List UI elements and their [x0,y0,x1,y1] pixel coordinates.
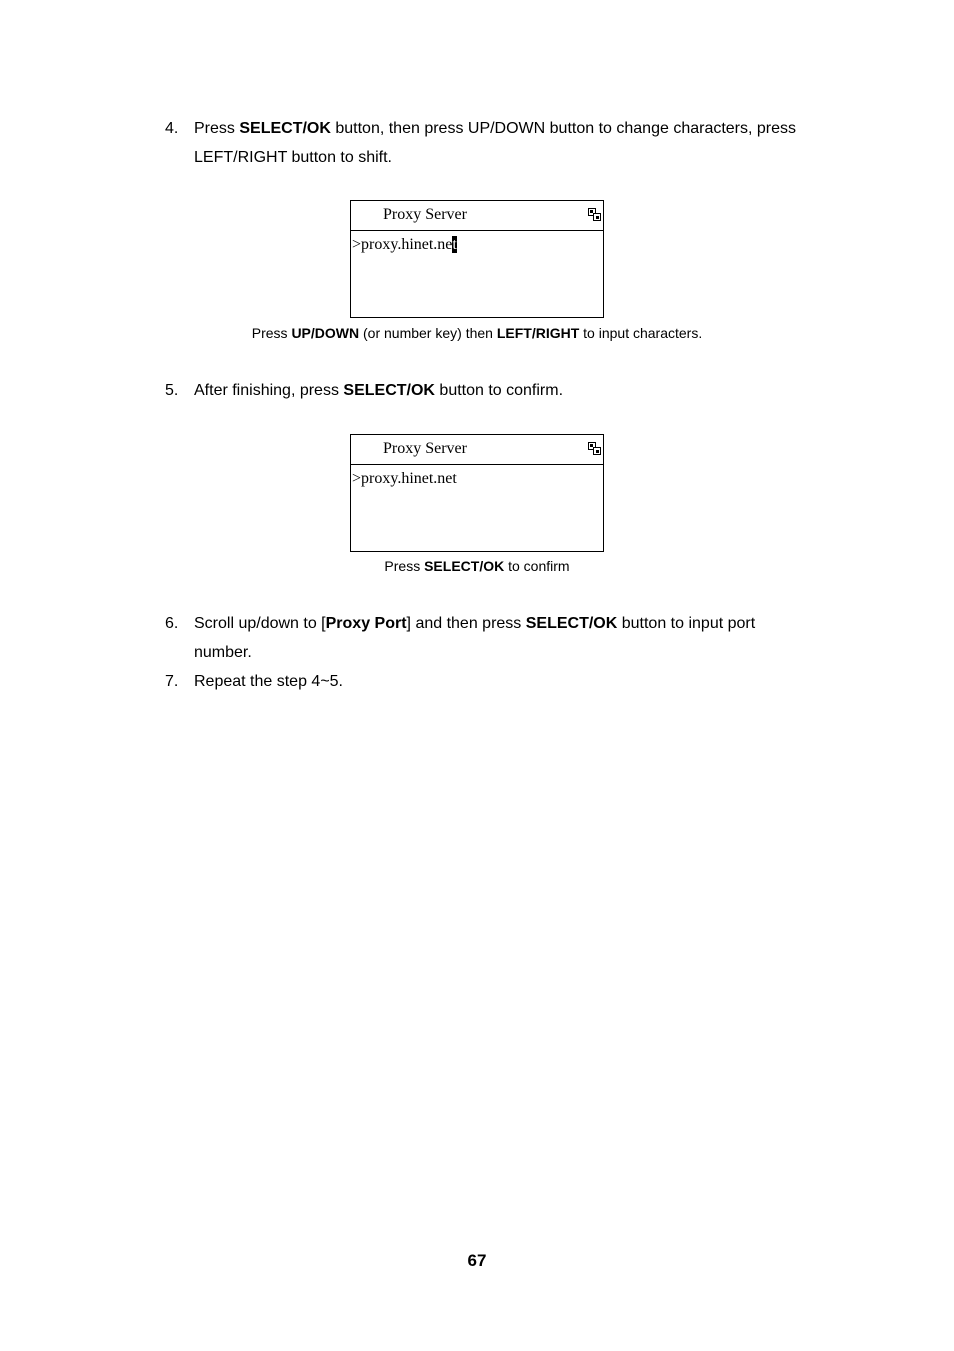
text-run: Press [194,120,240,137]
step-text [194,114,805,172]
lcd-value-text: >proxy.hinet.ne [352,236,453,253]
step-7 [165,667,805,696]
step-number: 5. [165,382,179,399]
text-run: Repeat the step 4~5. [194,673,343,690]
text-run: to confirm [504,558,570,574]
lcd-screen-editing [350,200,604,318]
lcd-value [352,236,457,254]
figure-caption [0,324,954,342]
bold-text-run: SELECT/OK [424,558,505,574]
text-run: button, then press UP/DOWN button to change characters, press LEFT/RIGHT button to shift. [194,120,797,166]
lcd-screen-confirmed [350,434,604,552]
step-5 [165,376,805,405]
page-number: 67 [467,1251,487,1270]
step-text [194,667,805,696]
bold-text-run: SELECT/OK [525,615,618,632]
lcd-value: >proxy.hinet.net [352,470,457,487]
step-6 [165,609,805,667]
figure-caption [0,557,954,575]
bold-text-run: SELECT/OK [343,382,435,399]
step-number: 6. [165,615,179,632]
text-run: (or number key) then [359,325,497,341]
lcd-title: Proxy Server [383,206,467,223]
step-number: 4. [165,120,179,137]
lcd-header [351,201,603,231]
text-cursor: t [452,236,457,253]
text-run: After finishing, press [194,382,344,399]
bold-text-run: UP/DOWN [291,325,360,341]
network-icon [588,442,601,455]
bold-text-run: LEFT/RIGHT [496,325,580,341]
network-icon [588,208,601,221]
step-text [194,609,805,667]
text-run: to input characters. [579,325,703,341]
bold-text-run: Proxy Port [325,615,407,632]
bold-text-run: SELECT/OK [239,120,331,137]
text-run: Scroll up/down to [ [194,615,326,632]
step-text [194,376,805,405]
text-run: Press [251,325,292,341]
text-run: button to input port number. [194,615,756,661]
lcd-header [351,435,603,465]
step-4 [165,114,805,172]
text-run: button to confirm. [434,382,564,399]
text-run: Press [384,558,425,574]
text-run: ] and then press [406,615,526,632]
lcd-title: Proxy Server [383,440,467,457]
step-number: 7. [165,673,179,690]
